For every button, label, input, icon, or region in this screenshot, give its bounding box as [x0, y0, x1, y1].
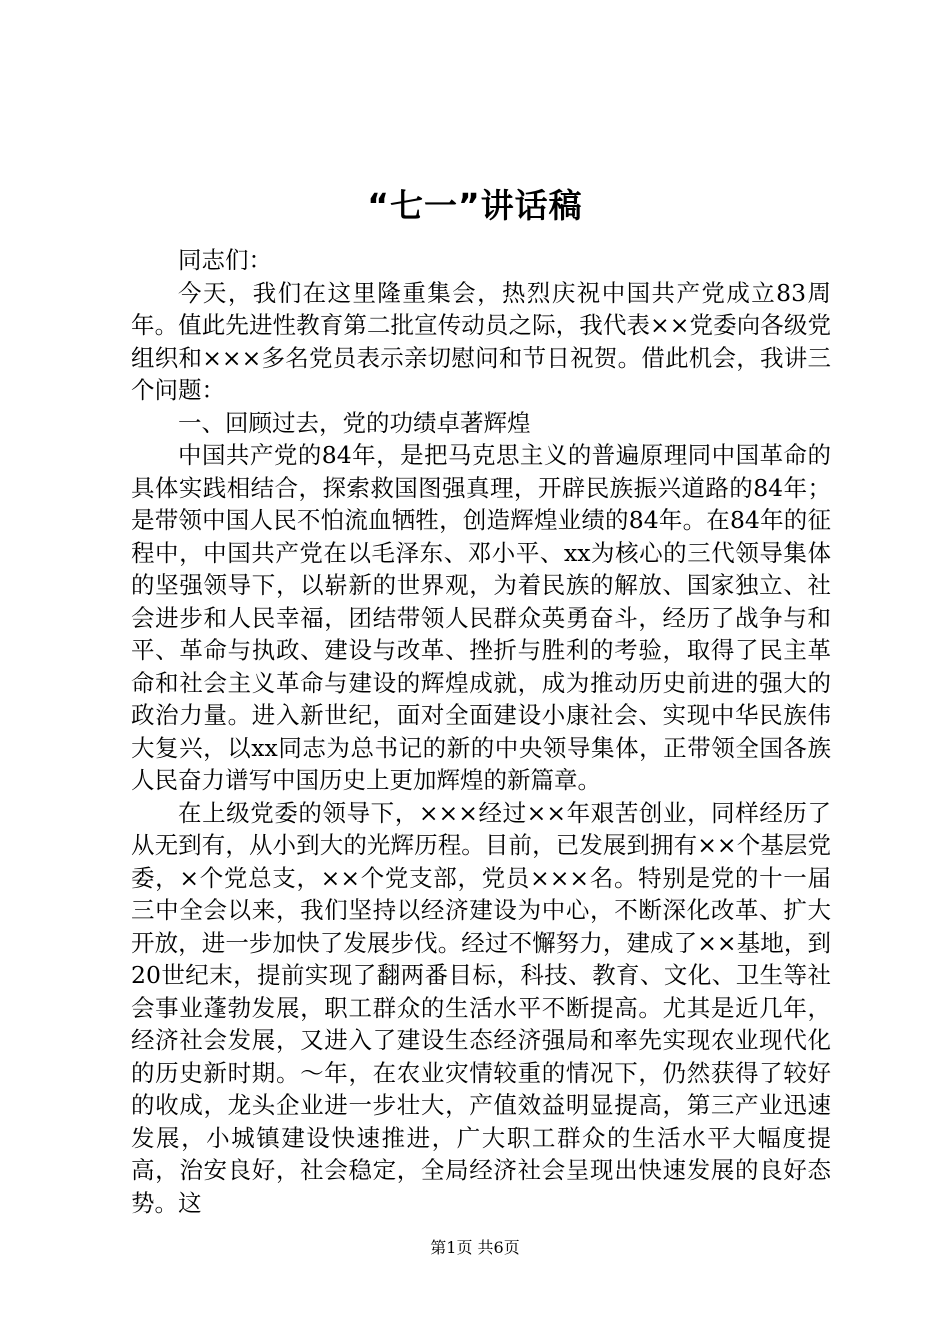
paragraph-party-history: 中国共产党的84年，是把马克思主义的普遍原理同中国革命的具体实践相结合，探索救国图强真理，开辟民族振兴道路的84年；是带领中国人民不怕流血牺牲，创造辉煌业绩的84年。在84年的征程中，中国共产党在以毛泽东、邓小平、xx为核心的三代领导集体的坚强领导下，以崭新的世界观，为着民族的解放、国家独立、社会进步和人民幸福，团结带领人民群众英勇奋斗，经历了战争与和平、革命与执政、建设与改革、挫折与胜利的考验，取得了民主革命和社会主义革命与建设的辉煌成就，成为推动历史前进的强大的政治力量。进入新世纪，面对全面建设小康社会、实现中华民族伟大复兴，以xx同志为总书记的新的中央领导集体，正带领全国各族人民奋力谱写中国历史上更加辉煌的新篇章。 — [131, 441, 831, 794]
section-heading-1: 一、回顾过去，党的功绩卓著辉煌 — [178, 408, 531, 437]
document-title: “七一”讲话稿 — [367, 186, 583, 225]
paragraph-salutation: 同志们： — [178, 246, 272, 274]
page-footer: 第1页 共6页 — [430, 1238, 520, 1257]
paragraph-opening: 今天，我们在这里隆重集会，热烈庆祝中国共产党成立83周年。值此先进性教育第二批宣传动员之际，我代表××党委向各级党组织和×××多名党员表示亲切慰问和节日祝贺。借此机会，我讲三个问题： — [131, 278, 831, 404]
document-body — [131, 244, 831, 1219]
paragraph-local-development: 在上级党委的领导下，×××经过××年艰苦创业，同样经历了从无到有，从小到大的光辉历程。目前，已发展到拥有××个基层党委，×个党总支，××个党支部，党员×××名。特别是党的十一届三中全会以来，我们坚持以经济建设为中心，不断深化改革、扩大开放，进一步加快了发展步伐。经过不懈努力，建成了××基地，到20世纪末，提前实现了翻两番目标，科技、教育、文化、卫生等社会事业蓬勃发展，职工群众的生活水平不断提高。尤其是近几年，经济社会发展，又进入了建设生态经济强局和率先实现农业现代化的历史新时期。～年，在农业灾情较重的情况下，仍然获得了较好的收成，龙头企业进一步壮大，产值效益明显提高，第三产业迅速发展，小城镇建设快速推进，广大职工群众的生活水平大幅度提高，治安良好，社会稳定，全局经济社会呈现出快速发展的良好态势。这 — [131, 798, 831, 1217]
